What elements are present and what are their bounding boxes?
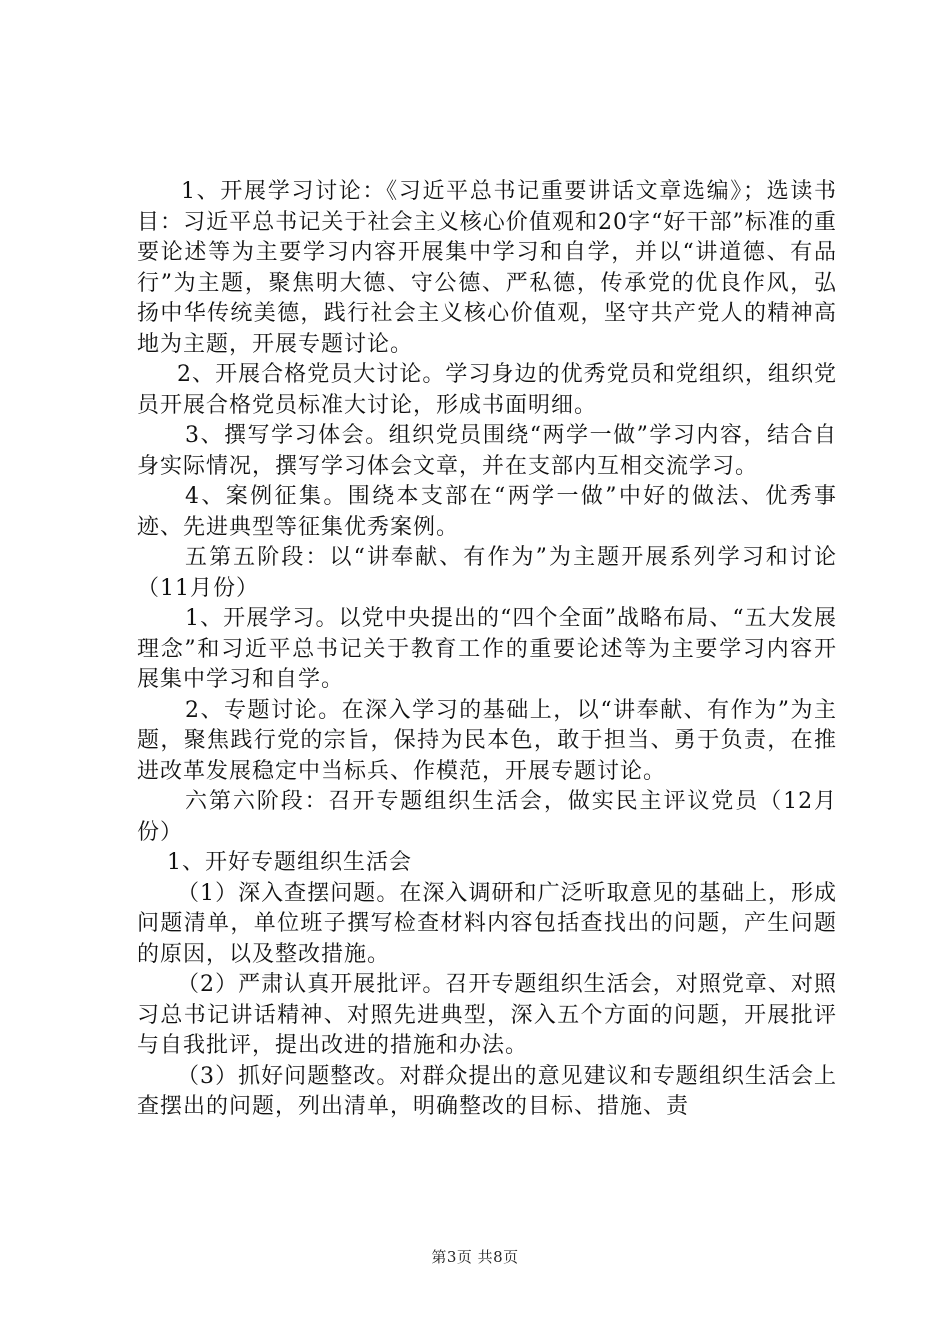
heading-stage-five: 五第五阶段：以“讲奉献、有作为”为主题开展系列学习和讨论（11月份）	[137, 545, 837, 601]
paragraph-stage-five-study: 1、开展学习。以党中央提出的“四个全面”战略布局、“五大发展理念”和习近平总书记关于教育工作的重要论述等为主要学习内容开展集中学习和自学。	[137, 606, 837, 692]
paragraph-case-collection: 4、案例征集。围绕本支部在“两学一做”中好的做法、优秀事迹、先进典型等征集优秀案例。	[137, 484, 837, 540]
paragraph-criticism: （2）严肃认真开展批评。召开专题组织生活会，对照党章、对照习总书记讲话精神、对照先进典型，深入五个方面的问题，开展批评与自我批评，提出改进的措施和办法。	[137, 972, 837, 1058]
paragraph-stage-five-discussion: 2、专题讨论。在深入学习的基础上，以“讲奉献、有作为”为主题，聚焦践行党的宗旨，保持为民本色，敢于担当、勇于负责，在推进改革发展稳定中当标兵、作模范，开展专题讨论。	[137, 697, 837, 784]
paragraph-find-problems: （1）深入查摆问题。在深入调研和广泛听取意见的基础上，形成问题清单，单位班子撰写检查材料内容包括查找出的问题，产生问题的原因，以及整改措施。	[137, 880, 837, 967]
paragraph-study-reflection: 3、撰写学习体会。组织党员围绕“两学一做”学习内容，结合自身实际情况，撰写学习体会文章，并在支部内互相交流学习。	[137, 423, 837, 479]
paragraph-organize-meeting: 1、开好专题组织生活会	[167, 850, 412, 875]
page-number-footer: 第3页 共8页	[431, 1248, 519, 1266]
heading-stage-six: 六第六阶段：召开专题组织生活会，做实民主评议党员（12月份）	[137, 789, 837, 845]
paragraph-study-discussion: 1、开展学习讨论：《习近平总书记重要讲话文章选编》；选读书目：习近平总书记关于社会主义核心价值观和20字“好干部”标准的重要论述等为主要学习内容开展集中学习和自学，并以“讲道德、有品行”为主题，聚焦明大德、守公德、严私德，传承党的优良作风，弘扬中华传统美德，践行社会主义核心价值观，坚守共产党人的精神高地为主题，开展专题讨论。	[137, 179, 837, 357]
document-body	[137, 177, 837, 1123]
paragraph-qualified-member-discussion: 2、开展合格党员大讨论。学习身边的优秀党员和党组织，组织党员开展合格党员标准大讨论，形成书面明细。	[137, 362, 837, 418]
paragraph-rectification: （3）抓好问题整改。对群众提出的意见建议和专题组织生活会上查摆出的问题，列出清单，明确整改的目标、措施、责	[137, 1063, 837, 1119]
